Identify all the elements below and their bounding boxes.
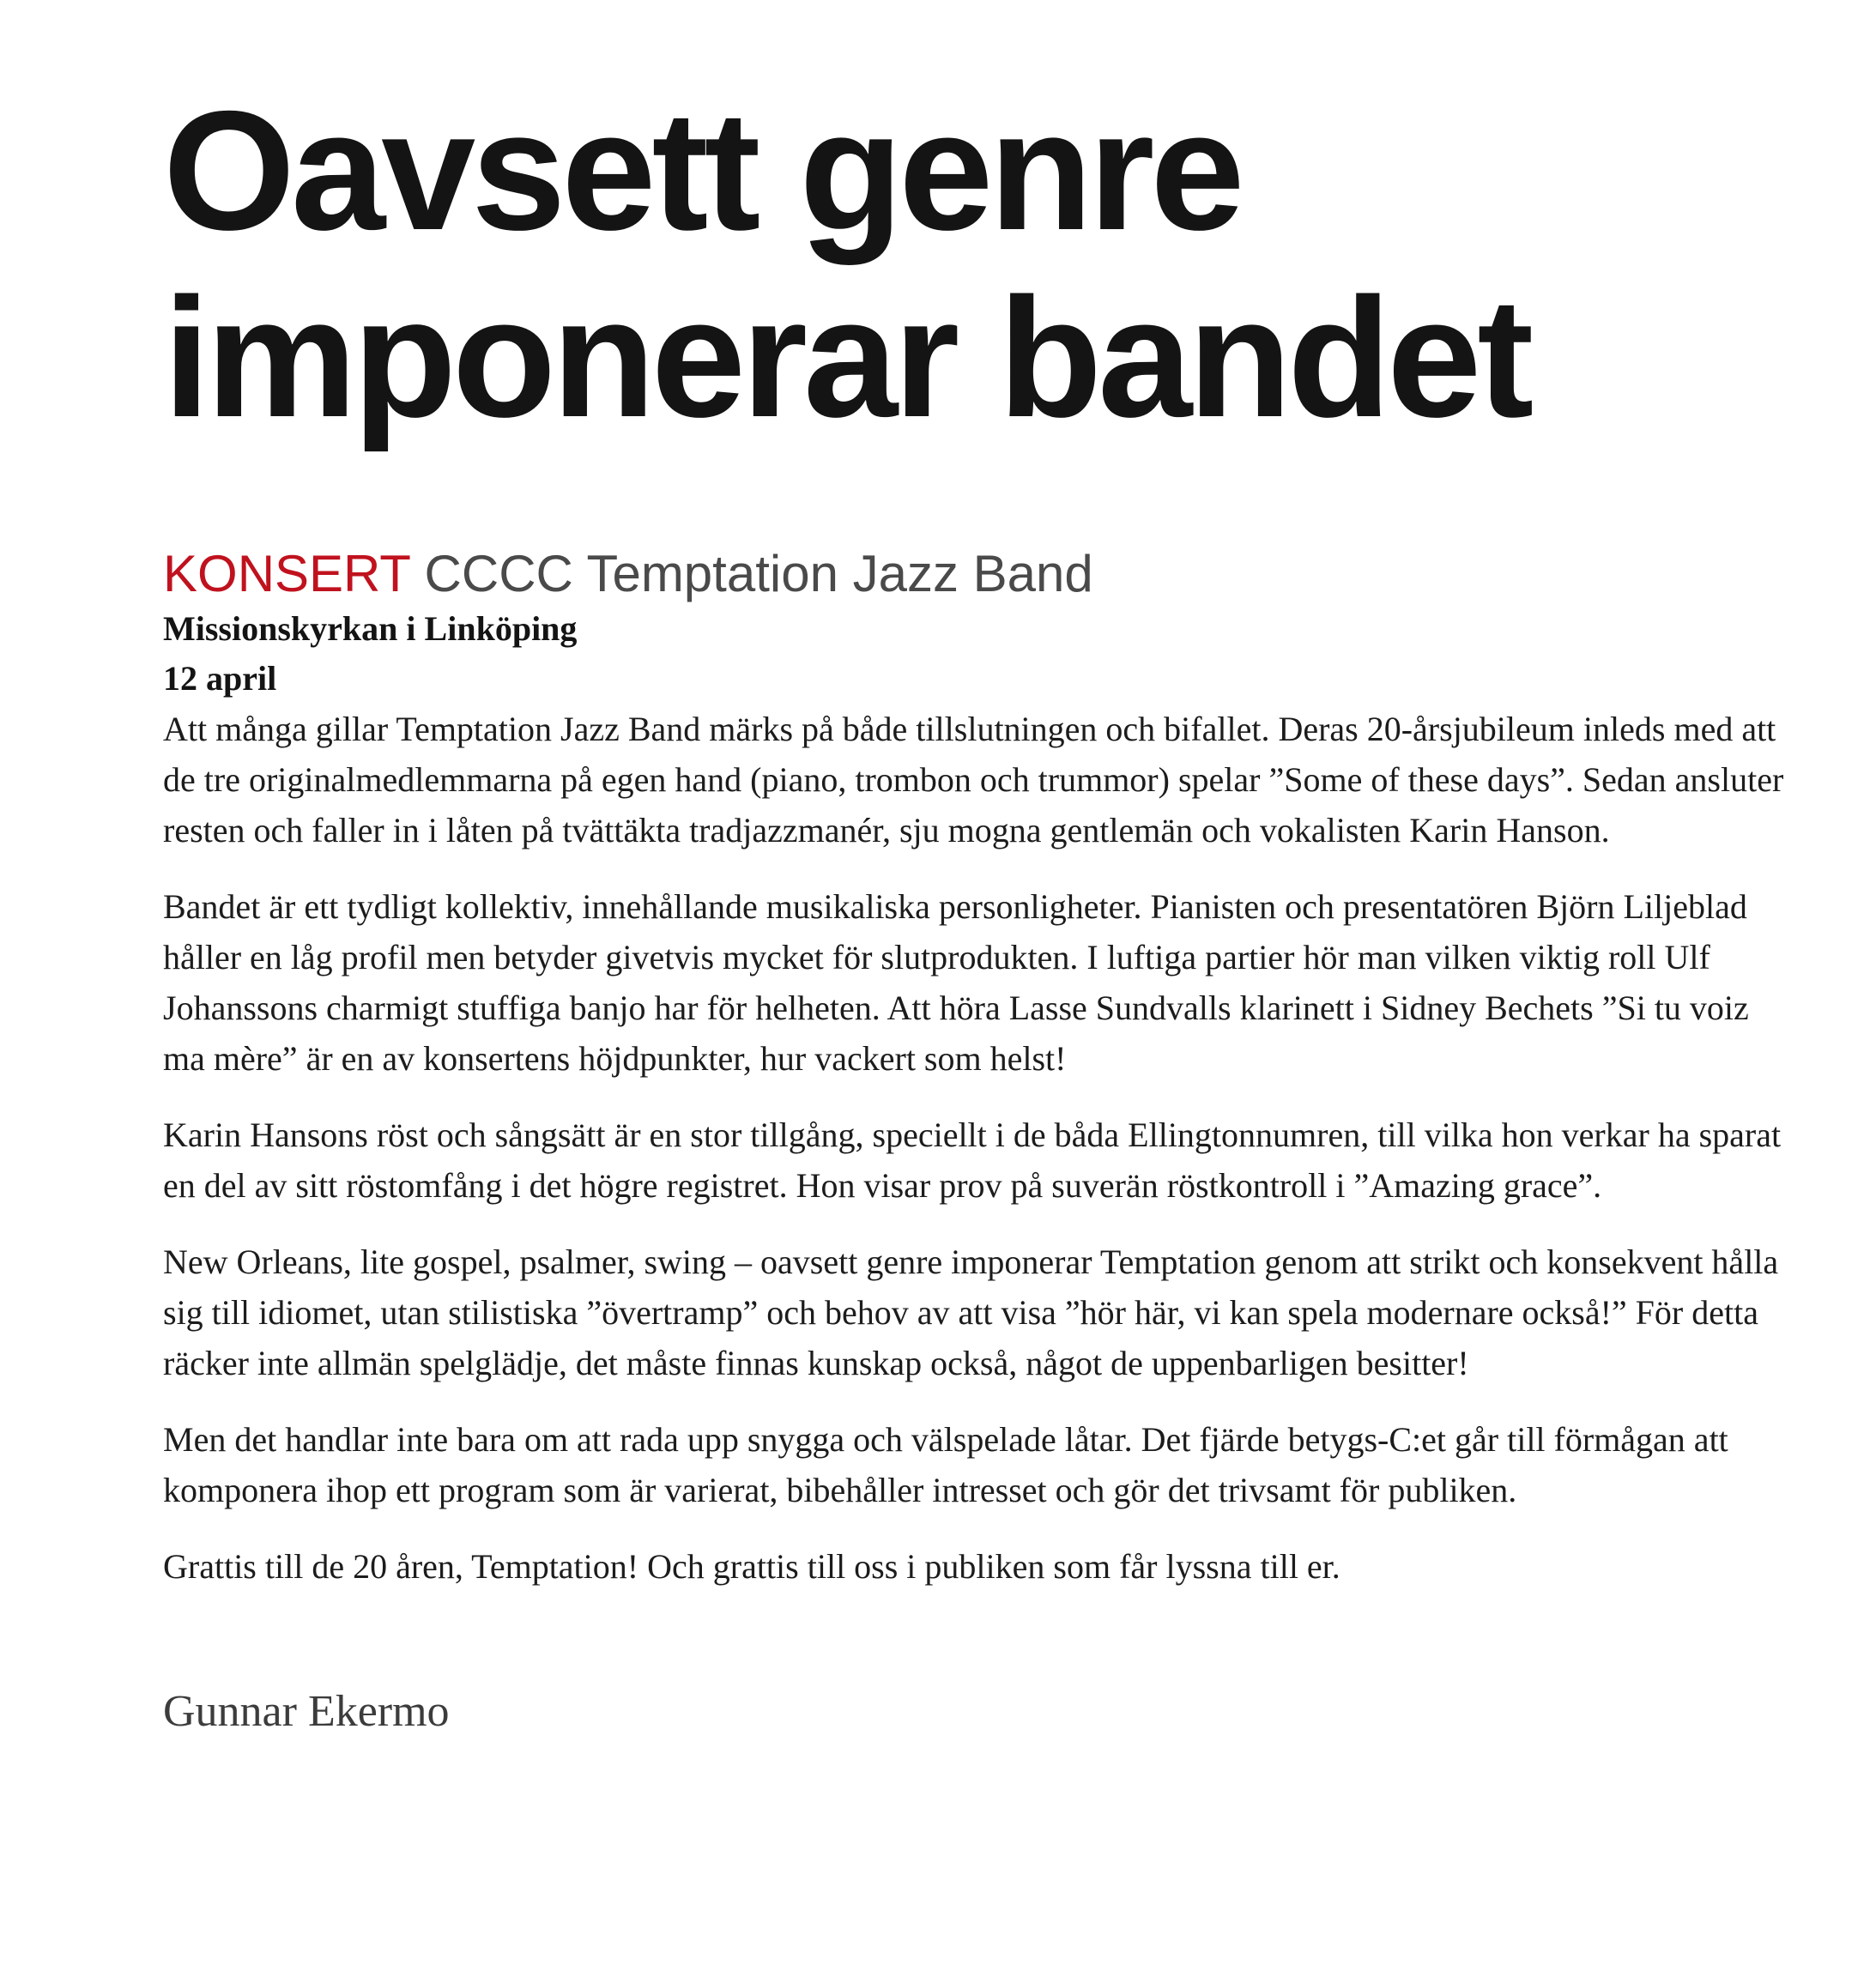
event-meta bbox=[163, 604, 1794, 704]
paragraph-6: Grattis till de 20 åren, Temptation! Och grattis till oss i publiken som får lyssna till er. bbox=[163, 1547, 1340, 1586]
headline-line-1: Oavsett genre bbox=[163, 76, 1241, 265]
paragraph-5: Men det handlar inte bara om att rada upp snygga och välspelade låtar. Det fjärde betygs-C:et går till förmågan att komponera ihop ett program som är varierat, bibehåller intresset och gör det trivsamt för publiken. bbox=[163, 1420, 1728, 1509]
paragraph-4: New Orleans, lite gospel, psalmer, swing – oavsett genre imponerar Temptation genom att strikt och konsekvent hålla sig till idiomet, utan stilistiska ”övertramp” och behov av att visa ”hör här, vi kan spela modernare också!” För detta räcker inte allmän spelglädje, det måste finnas kunskap också, något de uppenbarligen besitter! bbox=[163, 1242, 1779, 1382]
kicker bbox=[163, 544, 1794, 604]
kicker-label: KONSERT bbox=[163, 545, 410, 602]
article bbox=[163, 77, 1794, 1738]
kicker-title: CCCC Temptation Jazz Band bbox=[424, 545, 1093, 602]
paragraph-1: Att många gillar Temptation Jazz Band märks på både tillslutningen och bifallet. Deras 20-årsjubileum inleds med att de tre originalmedlemmarna på egen hand (piano, trombon och trummor) spelar ”Some of these days”. Sedan ansluter resten och faller in i låten på tvättäkta tradjazzmanér, sju mogna gentlemän och vokalisten Karin Hanson. bbox=[163, 710, 1784, 849]
venue: Missionskyrkan i Linköping bbox=[163, 609, 578, 648]
event-date: 12 april bbox=[163, 659, 277, 698]
paragraph-2: Bandet är ett tydligt kollektiv, innehållande musikaliska personligheter. Pianisten och presentatören Björn Liljeblad håller en låg profil men betyder givetvis mycket för slutprodukten. I luftiga partier hör man vilken viktig roll Ulf Johanssons charmigt stuffiga banjo har för helheten. Att höra Lasse Sundvalls klarinett i Sidney Bechets ”Si tu voiz ma mère” är en av konsertens höjdpunkter, hur vackert som helst! bbox=[163, 887, 1749, 1078]
byline: Gunnar Ekermo bbox=[163, 1687, 450, 1736]
article-body bbox=[163, 704, 1794, 1592]
headline-line-2: imponerar bandet bbox=[163, 263, 1530, 452]
headline bbox=[163, 77, 1794, 451]
paragraph-3: Karin Hansons röst och sångsätt är en stor tillgång, speciellt i de båda Ellingtonnumren, till vilka hon verkar ha sparat en del av sitt röstomfång i det högre registret. Hon visar prov på suverän röstkontroll i ”Amazing grace”. bbox=[163, 1116, 1782, 1205]
